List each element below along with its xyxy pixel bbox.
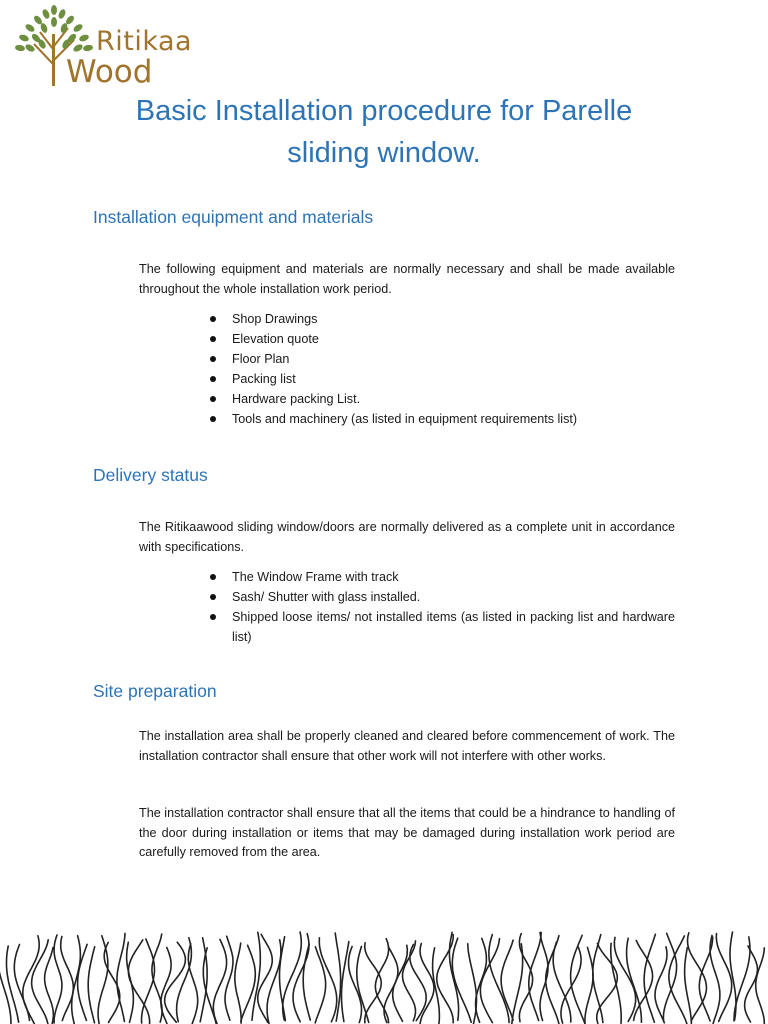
document-title: [80, 90, 688, 174]
title-line-1: Basic Installation procedure for Parelle: [135, 95, 633, 127]
section-paragraph: The following equipment and materials are normally necessary and shall be made available throughout the whole installation work period.: [139, 262, 675, 296]
section-paragraph: The Ritikaawood sliding window/doors are normally delivered as a complete unit in accordance with specifications.: [139, 520, 675, 554]
list-item: Hardware packing List.: [232, 389, 675, 409]
bullet-icon: [210, 396, 216, 402]
bullet-icon: [210, 574, 216, 580]
list-item: Tools and machinery (as listed in equipment requirements list): [232, 409, 675, 429]
bullet-icon: [210, 376, 216, 382]
section-heading-equipment: Installation equipment and materials: [93, 207, 374, 227]
list-item: Packing list: [232, 369, 675, 389]
title-line-2: sliding window.: [287, 137, 481, 169]
list-item: Elevation quote: [232, 329, 675, 349]
list-item: Shop Drawings: [232, 309, 675, 329]
brand-logo: [12, 4, 212, 88]
section-paragraph: The installation contractor shall ensure that all the items that could be a hindrance to handling of the door during installation or items that may be damaged during installation work period are carefully removed from the area.: [139, 806, 675, 859]
list-item: Floor Plan: [232, 349, 675, 369]
bullet-icon: [210, 356, 216, 362]
bullet-icon: [210, 336, 216, 342]
delivery-list: [232, 567, 675, 647]
bullet-icon: [210, 316, 216, 322]
brand-name-line1: Ritikaa: [96, 26, 193, 57]
wood-grain-pattern-icon: [0, 928, 768, 1024]
section-heading-site-preparation: Site preparation: [93, 681, 217, 701]
list-item: Sash/ Shutter with glass installed.: [232, 587, 675, 607]
list-item: The Window Frame with track: [232, 567, 675, 587]
section-heading-delivery: Delivery status: [93, 465, 208, 485]
bullet-icon: [210, 614, 216, 620]
equipment-list: [232, 309, 675, 429]
bullet-icon: [210, 416, 216, 422]
list-item: Shipped loose items/ not installed items (as listed in packing list and hardware list): [232, 607, 675, 647]
bullet-icon: [210, 594, 216, 600]
brand-name-line2: Wood: [66, 54, 153, 90]
section-paragraph: The installation area shall be properly cleaned and cleared before commencement of work. The installation contractor shall ensure that other work will not interfere with other works.: [139, 729, 675, 763]
